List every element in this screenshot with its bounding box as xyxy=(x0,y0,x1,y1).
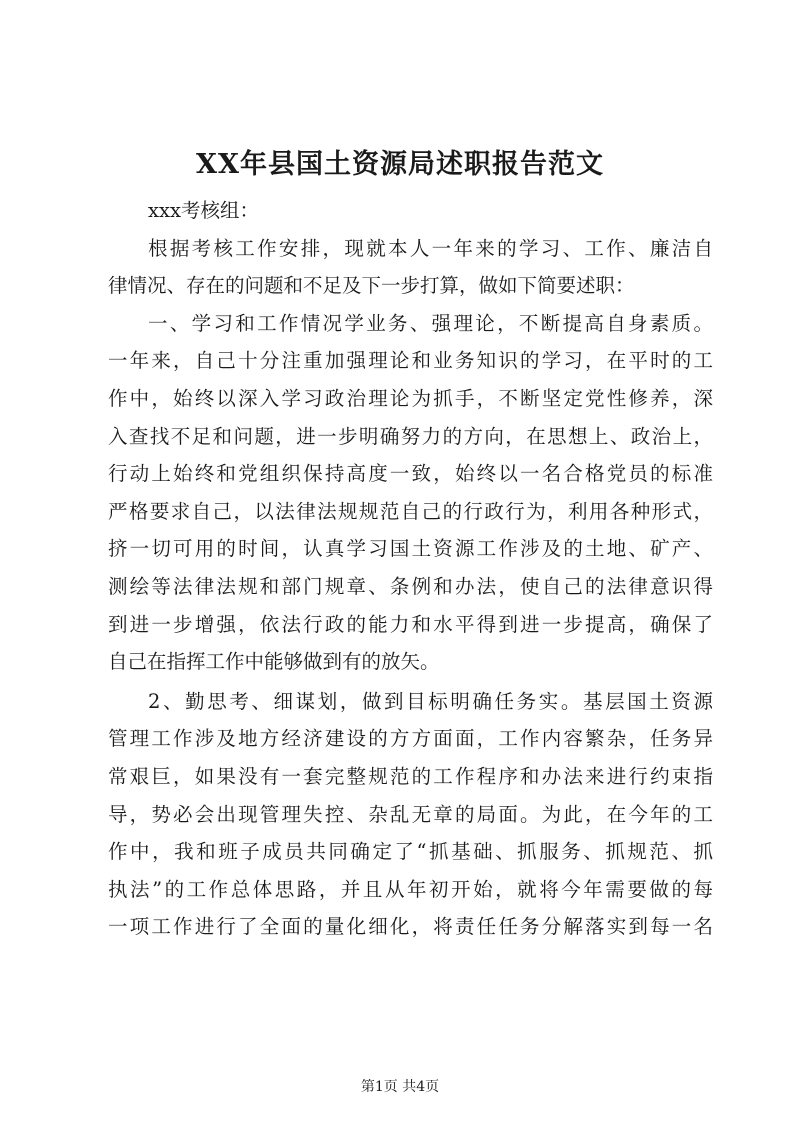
paragraph-line: 导，势必会出现管理失控、杂乱无章的局面。为此，在今年的工 xyxy=(108,802,713,826)
paragraph-line: 作中，我和班子成员共同确定了“抓基础、抓服务、抓规范、抓 xyxy=(108,840,713,864)
document-title: XX年县国土资源局述职报告范文 xyxy=(196,149,604,180)
paragraph-line: 一年来，自己十分注重加强理论和业务知识的学习，在平时的工 xyxy=(108,349,713,373)
paragraph-line: 一项工作进行了全面的量化细化，将责任任务分解落实到每一名 xyxy=(108,915,713,939)
paragraph-line: 到进一步增强，依法行政的能力和水平得到进一步提高，确保了 xyxy=(108,612,713,636)
paragraph-3 xyxy=(108,683,713,946)
paragraph-line: 常艰巨，如果没有一套完整规范的工作程序和办法来进行约束指 xyxy=(108,764,713,788)
paragraph-line: 一、学习和工作情况学业务、强理论，不断提高自身素质。 xyxy=(148,311,713,335)
paragraph-line: 律情况、存在的问题和不足及下一步打算，做如下简要述职： xyxy=(108,274,635,298)
salutation: xxx考核组： xyxy=(148,199,259,222)
paragraph-1 xyxy=(108,230,713,305)
paragraph-line: 作中，始终以深入学习政治理论为抓手，不断坚定党性修养，深 xyxy=(108,386,713,410)
document-body xyxy=(108,192,713,946)
paragraph-line: 自己在指挥工作中能够做到有的放矢。 xyxy=(108,650,440,674)
paragraph-line: 执法”的工作总体思路，并且从年初开始，就将今年需要做的每 xyxy=(108,877,713,901)
page-footer: 第1页 共4页 xyxy=(360,1079,440,1095)
paragraph-line: 行动上始终和党组织保持高度一致，始终以一名合格党员的标准 xyxy=(108,462,713,486)
paragraph-line: 入查找不足和问题，进一步明确努力的方向，在思想上、政治上， xyxy=(108,424,713,448)
paragraph-line: 管理工作涉及地方经济建设的方方面面，工作内容繁杂，任务异 xyxy=(108,727,713,751)
paragraph-2 xyxy=(108,305,713,681)
paragraph-line: 测绘等法律法规和部门规章、条例和办法，使自己的法律意识得 xyxy=(108,574,713,598)
paragraph-line: 严格要求自己，以法律法规规范自己的行政行为，利用各种形式， xyxy=(108,499,713,523)
paragraph-line: 根据考核工作安排，现就本人一年来的学习、工作、廉洁自 xyxy=(148,236,713,260)
paragraph-line: 挤一切可用的时间，认真学习国土资源工作涉及的土地、矿产、 xyxy=(108,537,713,561)
paragraph-line: 2、勤思考、细谋划，做到目标明确任务实。基层国土资源 xyxy=(148,689,713,713)
